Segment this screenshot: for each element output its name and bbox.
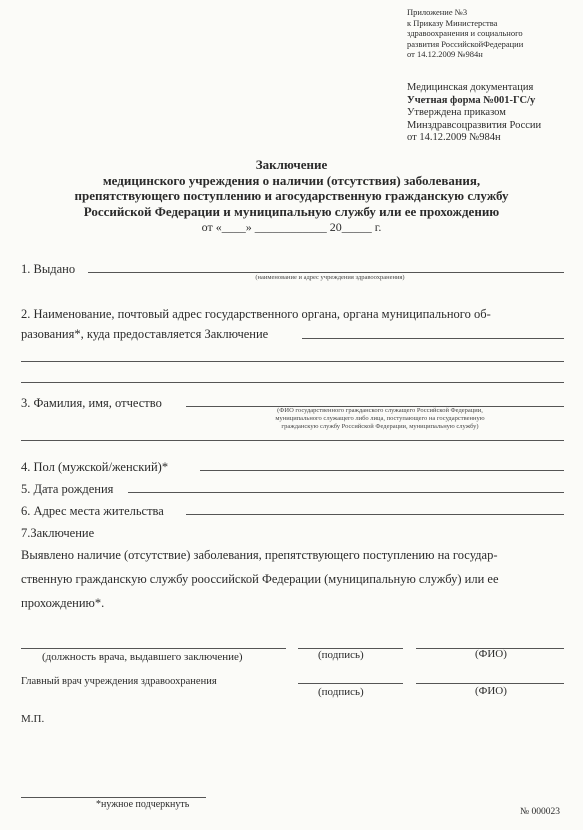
- field-org-line-2[interactable]: [21, 361, 564, 362]
- appendix-line: здравоохранения и социального: [407, 28, 523, 38]
- appendix-block: [407, 7, 523, 60]
- conclusion-text: [21, 543, 571, 615]
- conclusion-line: Выявлено наличие (отсутствие) заболевания, препятствующего поступлению на государ-: [21, 548, 498, 562]
- signature-caption-2: (подпись): [318, 686, 364, 698]
- hint-line: гражданскую службу Российской Федерации, муниципальную службу): [281, 423, 479, 430]
- appendix-line: Приложение №3: [407, 7, 468, 17]
- field-address-label: 6. Адрес места жительства: [21, 504, 164, 518]
- title-line: Российской Федерации и муниципальную службу или ее прохождению: [83, 203, 500, 219]
- doctor-position-caption: (должность врача, выдавшего заключение): [42, 651, 243, 663]
- field-org-label-2: разования*, куда предоставляется Заключение: [21, 327, 269, 341]
- field-conclusion-label: 7.Заключение: [21, 526, 95, 540]
- serial-number: № 000023: [520, 807, 560, 817]
- chief-doctor-label: Главный врач учреждения здравоохранения: [21, 676, 217, 687]
- title-line: препятствующего поступлению и агосударственную гражданскую службу: [74, 188, 509, 203]
- form-meta-block: [407, 82, 541, 145]
- conclusion-line: ственную гражданскую службу рооссийской Федерации (муниципальную службу) или ее: [21, 572, 499, 586]
- field-fio-label: 3. Фамилия, имя, отчество: [21, 396, 162, 410]
- order-text: от 14.12.2009 №984н: [407, 132, 501, 143]
- approved-text: Утверждена приказом: [407, 107, 506, 118]
- field-birthdate-label: 5. Дата рождения: [21, 482, 114, 496]
- field-address-line[interactable]: [186, 514, 564, 515]
- field-issued-label: 1. Выдано: [21, 262, 76, 276]
- field-fio-hint: [225, 407, 535, 431]
- form-name: Учетная форма №001-ГС/у: [407, 94, 536, 106]
- appendix-line: от 14.12.2009 №984н: [407, 49, 483, 59]
- hint-line: муниципального служащего либо лица, поступающего на государственную: [275, 415, 485, 422]
- footnote-text: *нужное подчеркнуть: [96, 799, 190, 810]
- field-sex-line[interactable]: [200, 470, 564, 471]
- appendix-line: развития РоссийскойФедерации: [407, 38, 524, 49]
- field-fio-line-2[interactable]: [21, 440, 564, 441]
- date-line: от «____» ____________ 20_____ г.: [201, 220, 382, 234]
- title-line: Заключение: [255, 157, 328, 172]
- footnote-separator: [21, 797, 206, 798]
- signature-caption: (подпись): [318, 649, 364, 661]
- chief-signature-line[interactable]: [298, 683, 403, 684]
- field-sex-label: 4. Пол (мужской/женский)*: [21, 460, 169, 474]
- title-line: медицинского учреждения о наличии (отсутствия) заболевания,: [102, 172, 481, 188]
- doc-type: Медицинская документация: [407, 82, 534, 93]
- doctor-position-line[interactable]: [21, 648, 286, 649]
- document-title: [0, 157, 583, 219]
- stamp-place: М.П.: [21, 713, 45, 725]
- field-org-label-1: 2. Наименование, почтовый адрес государственного органа, органа муниципального об-: [21, 307, 491, 321]
- field-issued-hint: (наименование и адрес учреждения здравоохранения): [255, 274, 405, 281]
- field-org-line-3[interactable]: [21, 382, 564, 383]
- field-issued-line[interactable]: [88, 272, 564, 273]
- ministry-text: Минздравсоцразвития России: [407, 119, 542, 131]
- conclusion-line: прохождению*.: [21, 596, 105, 610]
- field-org-line[interactable]: [302, 338, 564, 339]
- fio-caption-2: (ФИО): [475, 685, 507, 697]
- fio-caption: (ФИО): [475, 648, 507, 660]
- appendix-line: к Приказу Министерства: [407, 17, 498, 28]
- field-birthdate-line[interactable]: [128, 492, 564, 493]
- chief-fio-line[interactable]: [416, 683, 564, 684]
- hint-line: (ФИО государственного гражданского служащего Российской Федерации,: [277, 407, 483, 414]
